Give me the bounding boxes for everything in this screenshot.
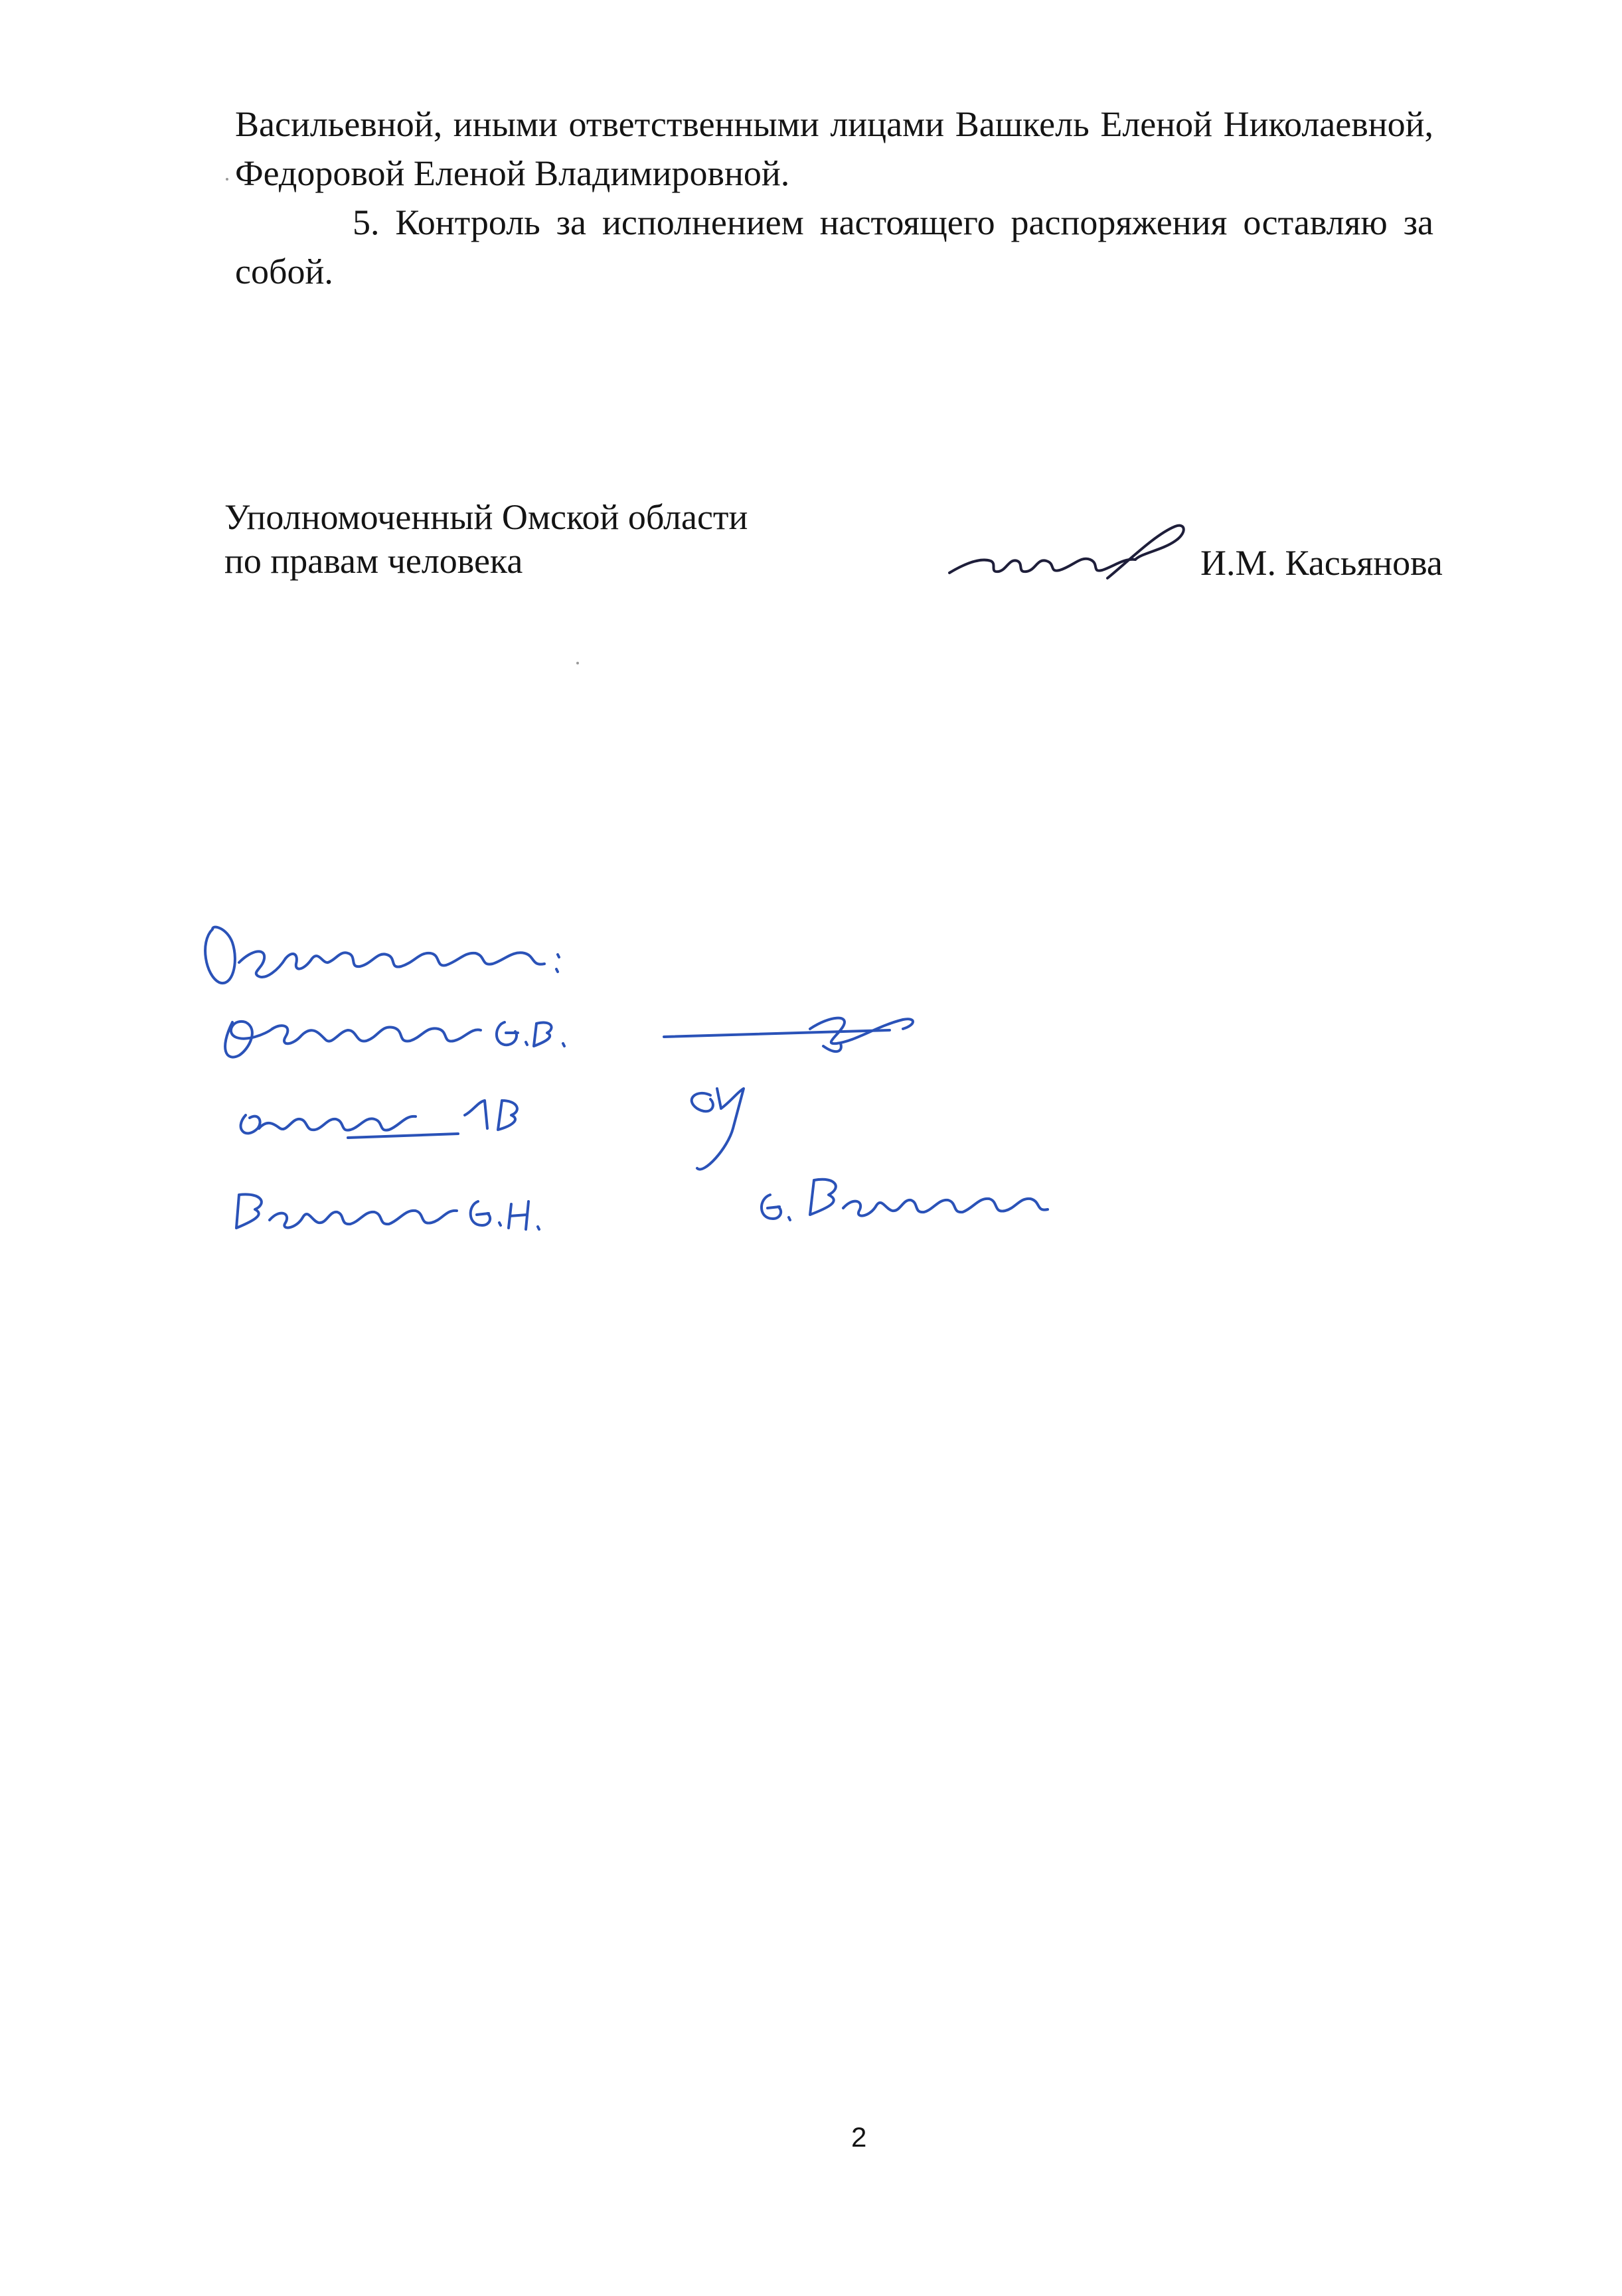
signatory-title-line-1: Уполномоченный Омской области [224,497,748,537]
paragraph-item-5: 5. Контроль за исполнением настоящего распоряжения оставляю за собой. [235,202,1433,291]
signatory-title-line-2: по правам человека [224,541,523,581]
scan-speck [226,178,228,181]
signatory-signature [943,514,1195,594]
acknowledgement-handwriting [186,889,1142,1261]
signatory-title [224,495,748,583]
body-text [235,100,1433,296]
page-number: 2 [851,2121,867,2153]
signatory-name: И.М. Касьянова [1200,543,1443,583]
scan-speck [576,662,579,664]
paragraph-continuation: Васильевной, иными ответственными лицами Вашкель Еленой Николаевной, Федоровой Еленой Владимировной. [235,104,1433,193]
